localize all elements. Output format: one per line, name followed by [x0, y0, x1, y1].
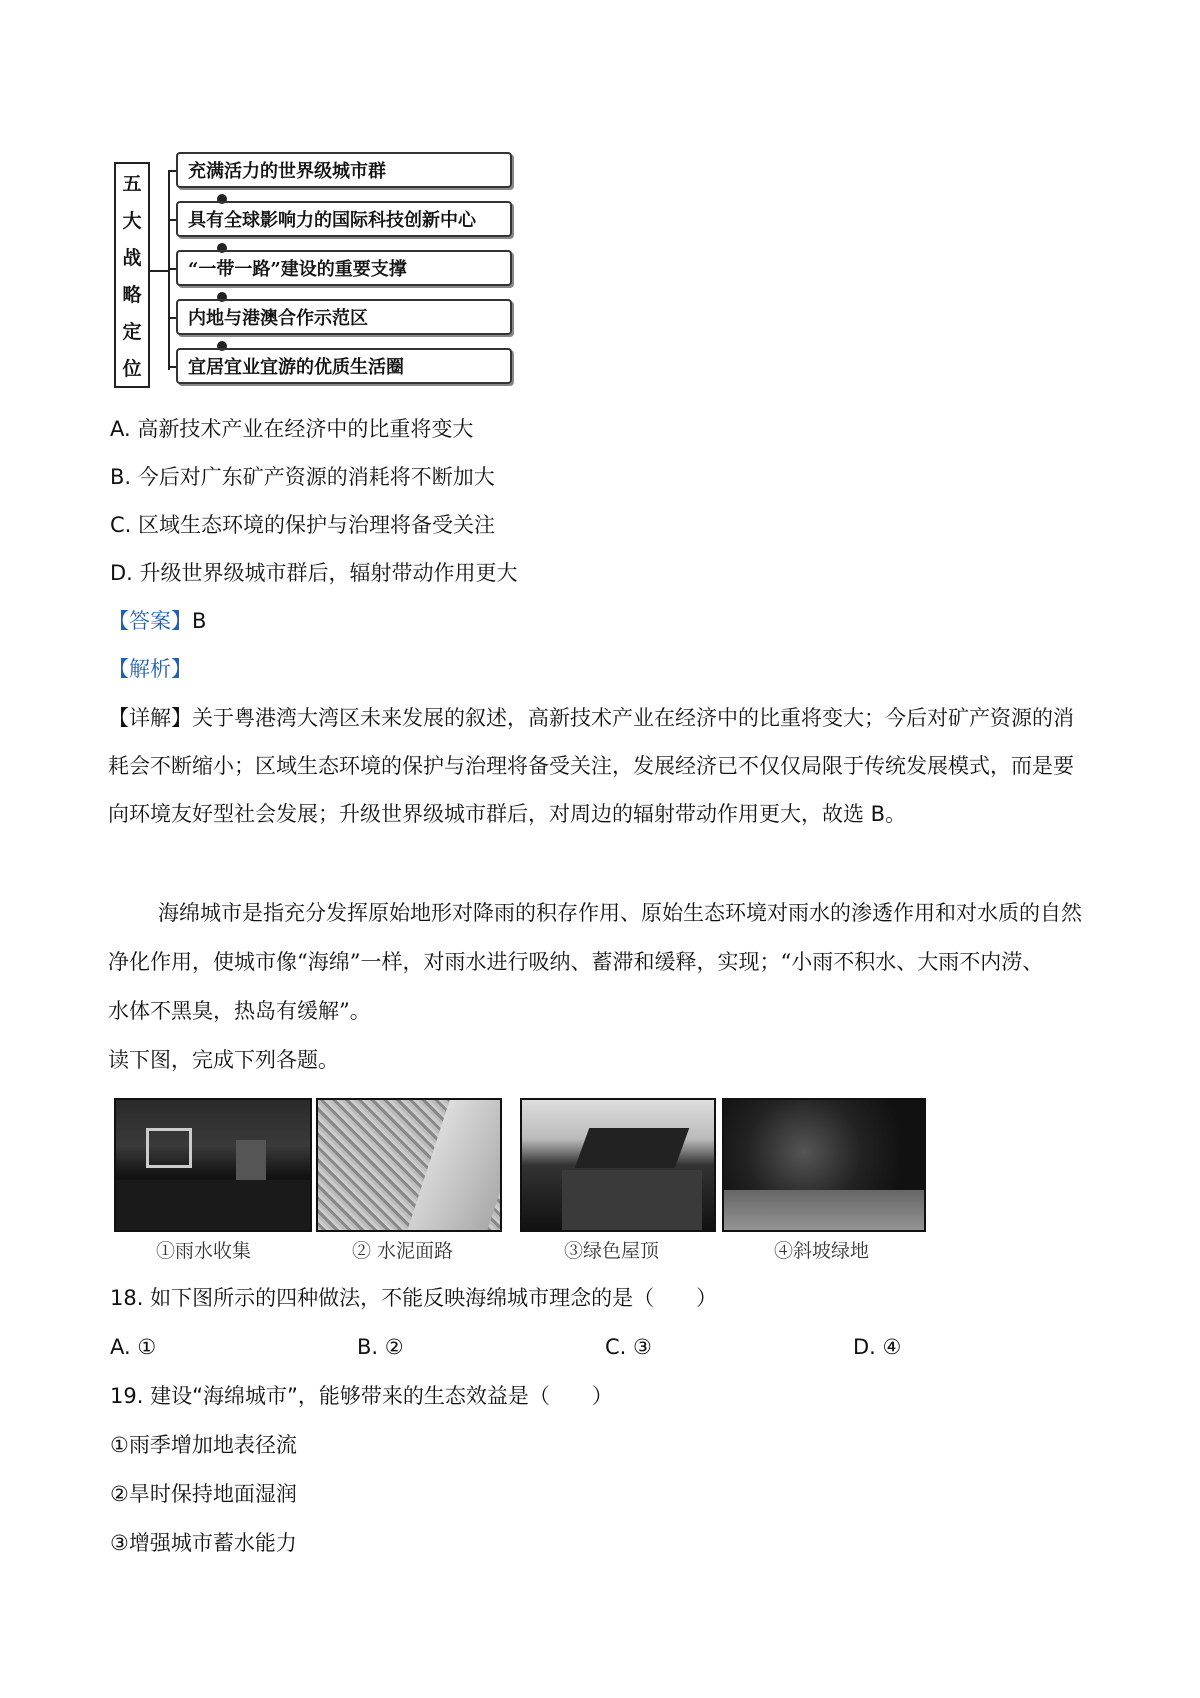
- connector-line: [168, 366, 176, 368]
- passage-line: 净化作用，使城市像“海绵”一样，对雨水进行吸纳、蓄滞和缓释，实现；“小雨不积水、大雨不内涝、: [108, 950, 1044, 974]
- detail-line: 耗会不断缩小；区域生态环境的保护与治理将备受关注，发展经济已不仅仅局限于传统发展模式，而是要: [108, 754, 1074, 778]
- photo-green-roof: [520, 1098, 716, 1232]
- connector-line: [168, 219, 176, 221]
- option-c: C. 区域生态环境的保护与治理将备受关注: [110, 513, 496, 537]
- connector-line: [150, 270, 168, 272]
- vertical-char: 略: [122, 284, 142, 306]
- detail-line: 【详解】关于粤港湾大湾区未来发展的叙述，高新技术产业在经济中的比重将变大；今后对矿产资源的消: [108, 706, 1074, 730]
- q18-option-c: C. ③: [605, 1335, 652, 1359]
- answer-tag: 【答案】: [108, 609, 192, 633]
- vertical-char: 五: [122, 173, 142, 195]
- diagram-item: 内地与港澳合作示范区: [176, 299, 512, 335]
- answer-line: [108, 606, 206, 636]
- sponge-city-photos: [114, 1098, 934, 1262]
- answer-value: B: [192, 609, 207, 633]
- analysis-tag: 【解析】: [108, 657, 192, 681]
- question-18-stem: 18. 如下图所示的四种做法，不能反映海绵城市理念的是（ ）: [110, 1286, 718, 1310]
- connector-line: [168, 170, 176, 172]
- q18-option-d: D. ④: [853, 1335, 902, 1359]
- photo-cement-road: [316, 1098, 502, 1232]
- strategic-positioning-diagram: [114, 150, 514, 394]
- q18-option-a: A. ①: [110, 1335, 157, 1359]
- connector-line: [168, 268, 176, 270]
- q19-item: ③增强城市蓄水能力: [110, 1531, 297, 1555]
- diagram-item: 宜居宜业宜游的优质生活圈: [176, 348, 512, 384]
- q19-item: ①雨季增加地表径流: [110, 1433, 297, 1457]
- diagram-item: 具有全球影响力的国际科技创新中心: [176, 201, 512, 237]
- instruction: 读下图，完成下列各题。: [108, 1048, 339, 1072]
- photo-slope-greenland: [722, 1098, 926, 1232]
- diagram-item: “一带一路”建设的重要支撑: [176, 250, 512, 286]
- photo-caption: ①雨水收集: [156, 1240, 252, 1262]
- q19-item: ②旱时保持地面湿润: [110, 1482, 297, 1506]
- photo-caption: ④斜坡绿地: [774, 1240, 870, 1262]
- passage-line: 水体不黑臭，热岛有缓解”。: [108, 999, 371, 1023]
- q18-option-b: B. ②: [357, 1335, 404, 1359]
- option-b: B. 今后对广东矿产资源的消耗将不断加大: [110, 465, 495, 489]
- diagram-vertical-label: [114, 162, 150, 388]
- passage-line: 海绵城市是指充分发挥原始地形对降雨的积存作用、原始生态环境对雨水的渗透作用和对水质的自然: [158, 901, 1082, 925]
- question-19-stem: 19. 建设“海绵城市”，能够带来的生态效益是（ ）: [110, 1384, 613, 1408]
- diagram-item: 充满活力的世界级城市群: [176, 152, 512, 188]
- connector-line: [168, 170, 170, 370]
- detail-line: 向环境友好型社会发展；升级世界级城市群后，对周边的辐射带动作用更大，故选 B。: [108, 802, 907, 826]
- vertical-char: 定: [122, 321, 142, 343]
- photo-rain-collection: [114, 1098, 312, 1232]
- connector-line: [168, 317, 176, 319]
- vertical-char: 大: [122, 210, 142, 232]
- photo-caption: ③绿色屋顶: [564, 1240, 660, 1262]
- option-a: A. 高新技术产业在经济中的比重将变大: [110, 417, 474, 441]
- photo-caption: ② 水泥面路: [352, 1240, 454, 1262]
- vertical-char: 战: [122, 247, 142, 269]
- vertical-char: 位: [122, 358, 142, 380]
- option-d: D. 升级世界级城市群后，辐射带动作用更大: [110, 561, 518, 585]
